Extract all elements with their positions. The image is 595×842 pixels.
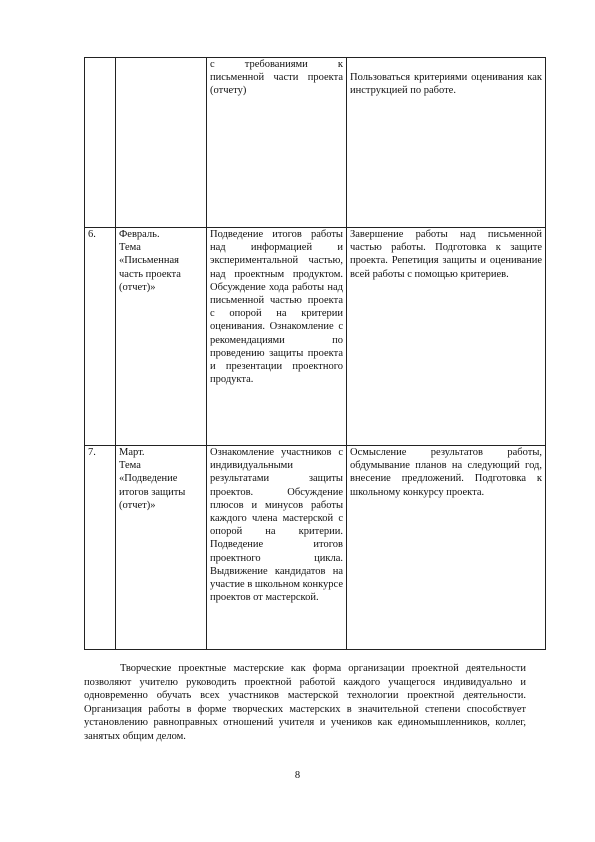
student-activity-cell: Пользоваться критериями оценивания как инструкцией по работе. bbox=[347, 58, 546, 228]
row-number-cell: 7. bbox=[85, 446, 116, 650]
teacher-activity-cell: с требованиями к письменной части проекта (отчету) bbox=[207, 58, 347, 228]
page-number: 8 bbox=[294, 770, 301, 781]
period-cell: Март. Тема «Подведение итогов защиты (отчет)» bbox=[116, 446, 207, 650]
table-row bbox=[85, 58, 546, 228]
teacher-activity-cell: Подведение итогов работы над информацией и экспериментальной частью, над проектным продуктом. Обсуждение хода работы над письменной частью проекта с опорой на критерии оценивания. Ознакомление с рекомендациями по проведению защиты проекта и презентации проектного продукта. bbox=[207, 228, 347, 446]
table-row bbox=[85, 446, 546, 650]
student-activity-cell: Завершение работы над письменной частью работы. Подготовка к защите проекта. Репетиция защиты и оценивание всей работы с помощью критериев. bbox=[347, 228, 546, 446]
workshop-plan-table bbox=[84, 57, 546, 650]
period-cell: Февраль. Тема «Письменная часть проекта (отчет)» bbox=[116, 228, 207, 446]
row-number-cell: 6. bbox=[85, 228, 116, 446]
paragraph-text: Творческие проектные мастерские как форма организации проектной деятельности позволяют учителю руководить проектной работой каждого учащегося индивидуально и одновременно обучать всех участников мастерской технологии проектной деятельности. Организация работы в форме творческих мастерских в значительной степени способствует установлению равноправных отношений учителя и учеников как единомышленников, коллег, занятых общим делом. bbox=[84, 663, 526, 742]
table-row bbox=[85, 228, 546, 446]
teacher-activity-cell: Ознакомление участников с индивидуальными результатами защиты проектов. Обсуждение плюсов и минусов работы каждого члена мастерской с опорой на критерии. Подведение итогов проектного цикла. Выдвижение кандидатов на участие в школьном конкурсе проектов от мастерской. bbox=[207, 446, 347, 650]
period-cell bbox=[116, 58, 207, 228]
student-activity-cell: Осмысление результатов работы, обдумывание планов на следующий год, внесение предложений. Подготовка к школьному конкурсу проекта. bbox=[347, 446, 546, 650]
row-number-cell bbox=[85, 58, 116, 228]
body-paragraph bbox=[84, 662, 526, 744]
